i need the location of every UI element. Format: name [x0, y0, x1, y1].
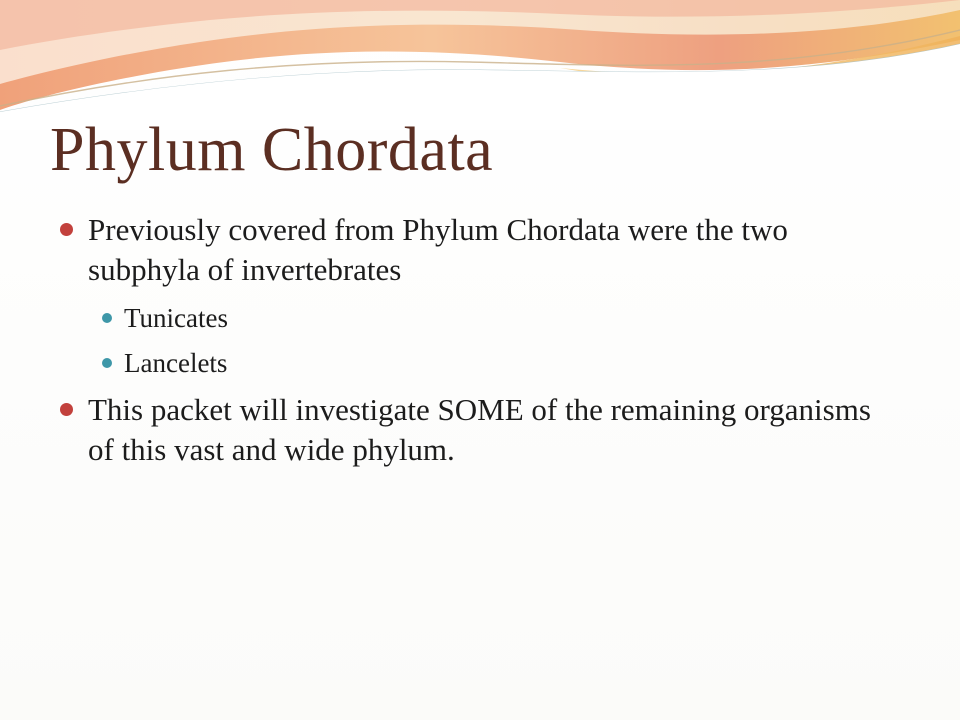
sub-bullet-dot-icon [102, 358, 112, 368]
sub-bullet-item [60, 300, 880, 336]
sub-bullet-text: Tunicates [124, 303, 229, 333]
bullet-text: Previously covered from Phylum Chordata were the two subphyla of invertebrates [88, 212, 788, 287]
bullet-dot-icon [60, 223, 73, 236]
sub-bullet-list [60, 300, 880, 381]
slide-title: Phylum Chordata [50, 116, 494, 184]
bullet-list [60, 210, 880, 480]
bullet-item [60, 390, 880, 470]
bullet-item [60, 210, 880, 290]
decorative-banner [0, 0, 960, 130]
sub-bullet-dot-icon [102, 313, 112, 323]
sub-bullet-item [60, 345, 880, 381]
bullet-text: This packet will investigate SOME of the remaining organisms of this vast and wide phylum. [88, 392, 871, 467]
bullet-dot-icon [60, 403, 73, 416]
sub-bullet-text: Lancelets [124, 348, 228, 378]
